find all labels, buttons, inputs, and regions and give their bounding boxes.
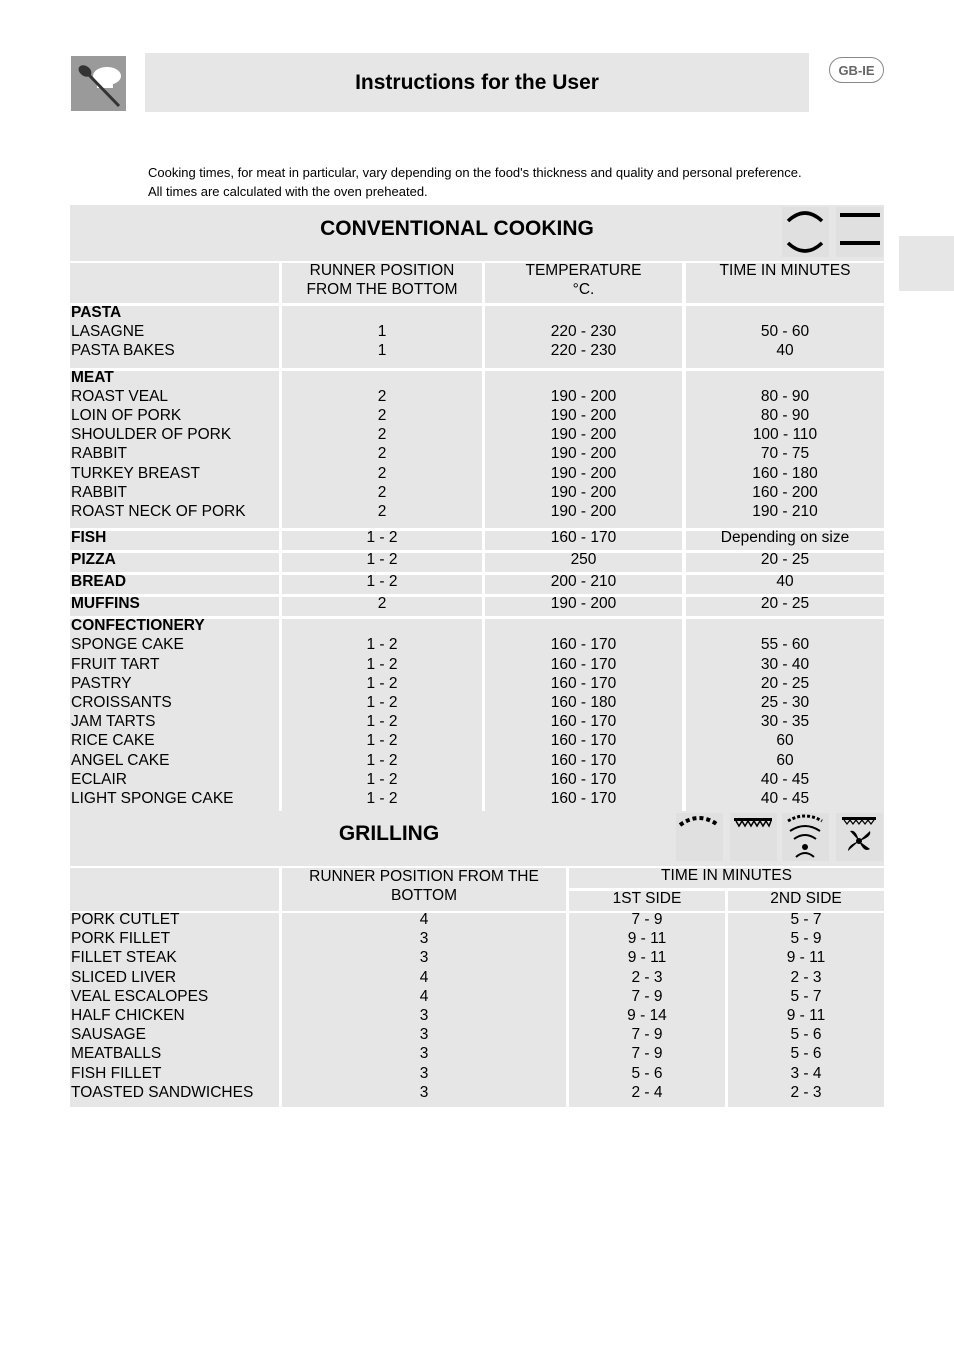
- table-cell-side2: 2 - 3: [790, 1083, 822, 1101]
- table-cell-temp: 160 - 170: [550, 732, 617, 750]
- table-cell-item: HALF CHICKEN: [71, 1006, 185, 1024]
- table-cell-time: 20 - 25: [760, 551, 810, 569]
- conv-group-pasta-temp-cell: [485, 306, 682, 368]
- group-heading-spacer: [485, 303, 682, 322]
- table-cell-item: CROISSANTS: [71, 693, 172, 711]
- table-cell-runner: 1 - 2: [366, 693, 398, 711]
- table-cell-side1: 2 - 3: [631, 968, 663, 986]
- table-cell-runner: 3: [419, 1045, 429, 1063]
- table-cell-item: RABBIT: [71, 445, 127, 463]
- conv-group-pizza-item-cell: [70, 553, 279, 572]
- language-badge: GB-IE: [829, 57, 884, 83]
- table-cell-time: 100 - 110: [752, 426, 818, 444]
- conv-header-item: [70, 263, 279, 303]
- grill-fan-icon: [782, 813, 829, 861]
- conv-group-muffins-temp-cell: [485, 597, 682, 616]
- table-cell-runner: 1 - 2: [366, 770, 398, 788]
- table-cell-side2: 3 - 4: [790, 1064, 822, 1082]
- table-cell-runner: 1 - 2: [366, 732, 398, 750]
- table-cell-temp: 160 - 170: [550, 529, 617, 547]
- table-cell-runner: 1 - 2: [366, 636, 398, 654]
- table-cell-temp: 190 - 200: [550, 483, 617, 501]
- table-cell-temp: 160 - 180: [550, 693, 617, 711]
- table-cell-time: 80 - 90: [760, 387, 810, 405]
- table-cell-time: 70 - 75: [760, 445, 810, 463]
- conv-group-fish-time-cell: [686, 531, 884, 550]
- group-heading: MEAT: [71, 368, 114, 386]
- table-cell-time: 190 - 210: [752, 502, 818, 520]
- table-cell-temp: 160 - 170: [550, 636, 617, 654]
- table-cell-runner: 1 - 2: [366, 713, 398, 731]
- table-cell-item: MEATBALLS: [71, 1045, 162, 1063]
- conv-group-pizza-runner-cell: [282, 553, 482, 572]
- grill-header-side1: [569, 891, 725, 911]
- grilling-title: GRILLING: [338, 822, 440, 845]
- conv-group-meat-runner-cell: [282, 371, 482, 529]
- grill-header-time-label: TIME IN MINUTES: [661, 867, 792, 884]
- table-cell-runner: 3: [419, 1006, 429, 1024]
- table-cell-temp: 190 - 200: [550, 502, 617, 520]
- grill-element-icon: [730, 813, 777, 861]
- table-cell-item: ANGEL CAKE: [71, 751, 170, 769]
- grill-runner-column: [282, 913, 566, 1107]
- table-cell-runner: 1 - 2: [366, 655, 398, 673]
- table-cell-temp: 190 - 200: [550, 464, 617, 482]
- table-cell-runner: 1: [377, 342, 387, 360]
- table-cell-runner: 2: [377, 595, 387, 613]
- conv-group-confectionery-runner-cell: [282, 619, 482, 815]
- grill-side1-column: [569, 913, 725, 1107]
- grill-dotted-arc-icon: [676, 813, 723, 861]
- table-cell-side2: 5 - 9: [790, 930, 822, 948]
- table-cell-side2: 5 - 7: [790, 911, 822, 928]
- table-cell-time: 20 - 25: [760, 595, 810, 613]
- table-cell-runner: 3: [419, 1083, 429, 1101]
- table-cell-time: 160 - 200: [752, 483, 818, 501]
- group-heading-spacer: [282, 368, 482, 387]
- table-cell-item: RICE CAKE: [71, 732, 155, 750]
- table-cell-temp: 160 - 170: [550, 751, 617, 769]
- table-cell-time: 40: [776, 342, 794, 360]
- table-cell-runner: 2: [377, 445, 387, 463]
- conv-group-muffins-runner-cell: [282, 597, 482, 616]
- conv-group-muffins-item-cell: [70, 597, 279, 616]
- table-cell-runner: 3: [419, 949, 429, 967]
- table-cell-temp: 160 - 170: [550, 713, 617, 731]
- table-cell-runner: 1 - 2: [366, 674, 398, 692]
- table-cell-item: FRUIT TART: [71, 655, 160, 673]
- table-cell-time: 80 - 90: [760, 406, 810, 424]
- grill-header-side1-label: 1ST SIDE: [612, 890, 682, 907]
- table-cell-side2: 5 - 6: [790, 1045, 822, 1063]
- table-cell-time: 60: [776, 732, 794, 750]
- conv-group-meat-item-cell: [70, 368, 279, 529]
- group-heading-spacer: [282, 616, 482, 635]
- conv-group-confectionery-temp-cell: [485, 619, 682, 815]
- table-cell-side1: 7 - 9: [631, 987, 663, 1005]
- table-cell-temp: 190 - 200: [550, 387, 617, 405]
- table-cell-temp: 190 - 200: [550, 426, 617, 444]
- conv-group-fish-temp-cell: [485, 531, 682, 550]
- conv-header-runner-1: RUNNER POSITION: [309, 262, 455, 279]
- grill-header-runner-1: RUNNER POSITION FROM THE: [309, 868, 539, 885]
- grill-side2-column: [728, 913, 884, 1107]
- table-cell-item: RABBIT: [71, 483, 127, 501]
- table-cell-runner: 2: [377, 502, 387, 520]
- table-cell-side1: 9 - 11: [627, 930, 667, 948]
- group-heading: FISH: [71, 529, 107, 547]
- table-cell-time: 20 - 25: [760, 674, 810, 692]
- table-cell-side2: 2 - 3: [790, 968, 822, 986]
- table-cell-runner: 2: [377, 426, 387, 444]
- table-cell-item: LIGHT SPONGE CAKE: [71, 789, 234, 807]
- conventional-title: CONVENTIONAL COOKING: [320, 217, 594, 240]
- conv-header-temp-2: °C.: [572, 281, 595, 299]
- table-cell-time: 30 - 35: [760, 713, 810, 731]
- group-heading-spacer: [282, 303, 482, 322]
- table-cell-item: SAUSAGE: [71, 1026, 146, 1044]
- table-cell-runner: 4: [419, 911, 429, 928]
- table-cell-item: ROAST NECK OF PORK: [71, 502, 246, 520]
- table-cell-item: PASTRY: [71, 674, 132, 692]
- conv-group-meat-time-cell: [686, 371, 884, 529]
- table-cell-temp: 190 - 200: [550, 406, 617, 424]
- table-cell-item: LASAGNE: [71, 323, 145, 341]
- table-cell-item: TURKEY BREAST: [71, 464, 200, 482]
- table-cell-runner: 1 - 2: [366, 573, 398, 591]
- table-cell-time: Depending on size: [720, 529, 850, 547]
- table-cell-side1: 7 - 9: [631, 1045, 663, 1063]
- table-cell-runner: 3: [419, 1026, 429, 1044]
- table-cell-time: 25 - 30: [760, 693, 810, 711]
- table-cell-runner: 1: [377, 323, 387, 341]
- table-cell-side2: 5 - 7: [790, 987, 822, 1005]
- conv-group-fish-runner-cell: [282, 531, 482, 550]
- top-bottom-heat-icon: [782, 207, 829, 257]
- conv-group-pizza-temp-cell: [485, 553, 682, 572]
- grill-item-column: [70, 913, 279, 1107]
- table-cell-temp: 190 - 200: [550, 595, 617, 613]
- table-cell-temp: 160 - 170: [550, 674, 617, 692]
- conv-header-temp: [485, 263, 682, 303]
- conv-header-time-1: TIME IN MINUTES: [719, 262, 851, 279]
- table-cell-item: SPONGE CAKE: [71, 636, 184, 654]
- table-cell-item: ECLAIR: [71, 770, 127, 788]
- table-cell-item: PASTA BAKES: [71, 342, 175, 360]
- side-tab: [899, 236, 954, 291]
- grill-header-side2-label: 2ND SIDE: [770, 890, 842, 907]
- conv-group-bread-runner-cell: [282, 575, 482, 594]
- table-cell-item: JAM TARTS: [71, 713, 156, 731]
- table-cell-side1: 7 - 9: [631, 911, 663, 928]
- spoon-chef-hat-icon: [71, 56, 126, 111]
- grill-header-time: [569, 868, 884, 888]
- table-cell-runner: 3: [419, 1064, 429, 1082]
- table-cell-time: 60: [776, 751, 794, 769]
- table-cell-item: SHOULDER OF PORK: [71, 426, 232, 444]
- table-cell-side2: 5 - 6: [790, 1026, 822, 1044]
- conv-group-muffins-time-cell: [686, 597, 884, 616]
- table-cell-time: 55 - 60: [760, 636, 810, 654]
- table-cell-temp: 250: [570, 551, 597, 569]
- table-cell-temp: 220 - 230: [550, 342, 617, 360]
- table-cell-side1: 7 - 9: [631, 1026, 663, 1044]
- grill-header-runner: [282, 868, 566, 911]
- table-cell-time: 160 - 180: [752, 464, 818, 482]
- group-heading: PIZZA: [71, 551, 116, 569]
- table-cell-temp: 160 - 170: [550, 770, 617, 788]
- conv-group-meat-temp-cell: [485, 371, 682, 529]
- table-cell-side1: 2 - 4: [631, 1083, 663, 1101]
- table-cell-side1: 5 - 6: [631, 1064, 663, 1082]
- table-cell-side1: 9 - 14: [627, 1006, 667, 1024]
- table-cell-side2: 9 - 11: [786, 1006, 826, 1024]
- conv-group-bread-time-cell: [686, 575, 884, 594]
- table-cell-runner: 2: [377, 406, 387, 424]
- table-cell-item: PORK CUTLET: [71, 911, 180, 928]
- intro-line-2: All times are calculated with the oven preheated.: [148, 183, 428, 199]
- table-cell-time: 40 - 45: [760, 770, 810, 788]
- group-heading-spacer: [686, 303, 884, 322]
- conv-group-fish-item-cell: [70, 531, 279, 550]
- group-heading-spacer: [485, 616, 682, 635]
- table-cell-runner: 2: [377, 483, 387, 501]
- conv-group-pasta-runner-cell: [282, 306, 482, 368]
- intro-line-1: Cooking times, for meat in particular, vary depending on the food's thickness and quality and personal preference.: [148, 165, 802, 180]
- conv-header-time: [686, 263, 884, 303]
- conv-header-runner: [282, 263, 482, 303]
- top-bottom-elements-icon: [836, 207, 883, 257]
- table-cell-item: SLICED LIVER: [71, 968, 177, 986]
- table-cell-time: 40 - 45: [760, 789, 810, 807]
- table-cell-runner: 2: [377, 464, 387, 482]
- table-cell-temp: 220 - 230: [550, 323, 617, 341]
- table-cell-item: TOASTED SANDWICHES: [71, 1083, 254, 1101]
- fan-grill-icon: [836, 813, 883, 861]
- table-cell-temp: 160 - 170: [550, 789, 617, 807]
- grill-header-runner-2: BOTTOM: [390, 887, 458, 905]
- table-cell-item: LOIN OF PORK: [71, 406, 182, 424]
- table-cell-runner: 4: [419, 968, 429, 986]
- table-cell-time: 30 - 40: [760, 655, 810, 673]
- table-cell-runner: 1 - 2: [366, 751, 398, 769]
- grill-header-side2: [728, 891, 884, 911]
- conv-header-temp-1: TEMPERATURE: [525, 262, 642, 279]
- group-heading-spacer: [485, 368, 682, 387]
- table-cell-side2: 9 - 11: [786, 949, 826, 967]
- table-cell-temp: 190 - 200: [550, 445, 617, 463]
- table-cell-item: FISH FILLET: [71, 1064, 162, 1082]
- table-cell-side1: 9 - 11: [627, 949, 667, 967]
- table-cell-item: ROAST VEAL: [71, 387, 169, 405]
- grill-header-item: [70, 868, 279, 911]
- group-heading: MUFFINS: [71, 595, 140, 613]
- conv-group-confectionery-time-cell: [686, 619, 884, 815]
- conv-group-bread-temp-cell: [485, 575, 682, 594]
- group-heading-spacer: [686, 616, 884, 635]
- conv-header-runner-2: FROM THE BOTTOM: [306, 281, 458, 299]
- conv-group-confectionery-item-cell: [70, 619, 279, 815]
- conv-group-bread-item-cell: [70, 575, 279, 594]
- table-cell-runner: 3: [419, 930, 429, 948]
- table-cell-runner: 1 - 2: [366, 529, 398, 547]
- table-cell-runner: 2: [377, 387, 387, 405]
- table-cell-temp: 160 - 170: [550, 655, 617, 673]
- table-cell-item: FILLET STEAK: [71, 949, 177, 967]
- conv-group-pasta-item-cell: [70, 306, 279, 368]
- group-heading-spacer: [686, 368, 884, 387]
- table-cell-time: 50 - 60: [760, 323, 810, 341]
- table-cell-runner: 4: [419, 987, 429, 1005]
- table-cell-item: VEAL ESCALOPES: [71, 987, 209, 1005]
- group-heading: PASTA: [71, 304, 122, 321]
- group-heading: BREAD: [71, 573, 127, 591]
- table-cell-item: PORK FILLET: [71, 930, 171, 948]
- table-cell-runner: 1 - 2: [366, 551, 398, 569]
- table-cell-temp: 200 - 210: [550, 573, 617, 591]
- conv-group-pasta-time-cell: [686, 306, 884, 368]
- table-cell-runner: 1 - 2: [366, 789, 398, 807]
- group-heading: CONFECTIONERY: [71, 617, 205, 635]
- table-cell-time: 40: [776, 573, 794, 591]
- intro-text: [148, 164, 883, 201]
- page-title: Instructions for the User: [145, 53, 809, 112]
- conv-group-pizza-time-cell: [686, 553, 884, 572]
